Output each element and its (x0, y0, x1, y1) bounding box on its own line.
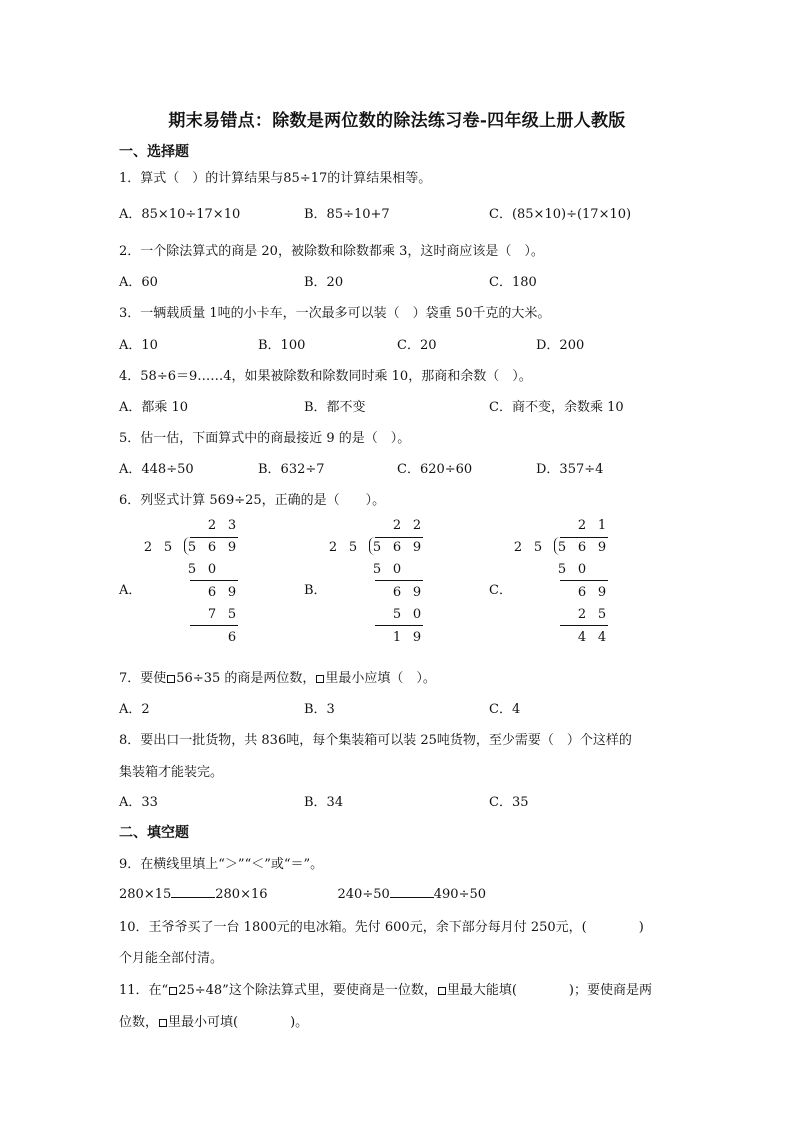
q3-option-a[interactable]: A．10 (119, 338, 158, 353)
question-2: 2．一个除法算式的商是 20，被除数和除数都乘 3，这时商应该是（ ）。 (119, 244, 544, 259)
remainder-digit: 4 (597, 630, 607, 645)
q3-option-b[interactable]: B．100 (258, 338, 306, 353)
q3-option-c[interactable]: C．20 (397, 338, 437, 353)
q9-expr-2-right: 490÷50 (433, 887, 486, 902)
q4-option-b[interactable]: B．都不变 (304, 400, 366, 415)
q8-option-c[interactable]: C．35 (489, 795, 529, 810)
section-heading-choice: 一、选择题 (119, 144, 189, 160)
q6-option-c[interactable]: C． (489, 583, 512, 598)
q9-blank-1[interactable] (171, 885, 215, 898)
question-3: 3．一辆载质量 1吨的小卡车，一次最多可以装（ ）袋重 50千克的大米。 (119, 306, 551, 321)
q6-option-a[interactable]: A． (119, 583, 142, 598)
subtract-digit: 5 (372, 562, 382, 577)
quotient-digit: 3 (227, 518, 237, 533)
divisor-digit: 5 (533, 540, 543, 555)
q7-option-a[interactable]: A．2 (119, 702, 150, 717)
q3-option-d[interactable]: D．200 (536, 338, 585, 353)
q9-expr-1-left: 280×15 (119, 887, 172, 902)
q5-option-d[interactable]: D．357÷4 (536, 462, 604, 477)
long-division-c (510, 518, 620, 648)
blank-square-icon (167, 675, 175, 683)
dividend-digit: 9 (227, 540, 237, 555)
quotient-digit: 2 (207, 518, 217, 533)
q9-blank-2[interactable] (390, 885, 434, 898)
q2-option-b[interactable]: B．20 (304, 275, 344, 290)
question-4: 4．58÷6＝9……4，如果被除数和除数同时乘 10，那商和余数（ ）。 (119, 369, 532, 384)
subtract-digit: 0 (392, 562, 402, 577)
q2-option-c[interactable]: C．180 (489, 275, 537, 290)
q5-option-b[interactable]: B．632÷7 (258, 462, 325, 477)
remainder-digit: 6 (392, 585, 402, 600)
long-division-b (325, 518, 435, 648)
divisor-digit: 5 (348, 540, 358, 555)
dividend-digit: 5 (187, 540, 197, 555)
section-heading-fill: 二、填空题 (119, 825, 189, 841)
divisor-digit: 2 (328, 540, 338, 555)
remainder-digit: 6 (207, 585, 217, 600)
divisor-digit: 2 (513, 540, 523, 555)
dividend-digit: 9 (412, 540, 422, 555)
subtract-digit: 5 (187, 562, 197, 577)
question-11-line-1: 11．在“ 25÷48”这个除法算式里，要使商是一位数， 里最大能填( )；要使商是两 (119, 983, 652, 998)
subtract-digit: 0 (577, 562, 587, 577)
remainder-digit: 9 (412, 630, 422, 645)
subtract-digit: 0 (207, 562, 217, 577)
q8-option-a[interactable]: A．33 (119, 795, 158, 810)
remainder-digit: 9 (412, 585, 422, 600)
blank-square-icon (438, 987, 446, 995)
q6-option-b[interactable]: B． (304, 583, 327, 598)
remainder-digit: 9 (227, 585, 237, 600)
dividend-digit: 5 (557, 540, 567, 555)
q1-option-c[interactable]: C．(85×10)÷(17×10) (489, 207, 632, 222)
dividend-digit: 6 (392, 540, 402, 555)
subtract-digit: 0 (412, 607, 422, 622)
dividend-digit: 6 (207, 540, 217, 555)
q5-option-a[interactable]: A．448÷50 (119, 462, 194, 477)
quotient-digit: 2 (577, 518, 587, 533)
question-1: 1．算式（ ）的计算结果与85÷17的计算结果相等。 (119, 171, 432, 186)
subtract-digit: 5 (597, 607, 607, 622)
q8-option-b[interactable]: B．34 (304, 795, 344, 810)
dividend-digit: 5 (372, 540, 382, 555)
quotient-digit: 1 (597, 518, 607, 533)
remainder-digit: 1 (392, 630, 402, 645)
divisor-digit: 2 (143, 540, 153, 555)
page-title: 期末易错点：除数是两位数的除法练习卷-四年级上册人教版 (168, 111, 626, 131)
question-10-line-2: 个月能全部付清。 (119, 951, 224, 966)
remainder-digit: 6 (227, 630, 237, 645)
remainder-digit: 6 (577, 585, 587, 600)
blank-square-icon (169, 987, 177, 995)
q9-expr-2-left: 240÷50 (337, 887, 390, 902)
blank-square-icon (316, 675, 324, 683)
q1-option-a[interactable]: A．85×10÷17×10 (119, 207, 241, 222)
quotient-digit: 2 (412, 518, 422, 533)
q7-option-b[interactable]: B．3 (304, 702, 335, 717)
q9-comparisons (119, 885, 486, 902)
quotient-digit: 2 (392, 518, 402, 533)
long-division-a (140, 518, 250, 648)
remainder-digit: 4 (577, 630, 587, 645)
question-8-line-1: 8．要出口一批货物，共 836吨，每个集装箱可以装 25吨货物，至少需要（ ）个这样的 (119, 733, 632, 748)
subtract-digit: 5 (557, 562, 567, 577)
q4-option-a[interactable]: A．都乘 10 (119, 400, 189, 415)
remainder-digit: 9 (597, 585, 607, 600)
question-8-line-2: 集装箱才能装完。 (119, 765, 224, 780)
subtract-digit: 5 (392, 607, 402, 622)
subtract-digit: 7 (207, 607, 217, 622)
question-7: 7．要使 56÷35 的商是两位数， 里最小应填（ ）。 (119, 671, 436, 686)
dividend-digit: 6 (577, 540, 587, 555)
blank-square-icon (159, 1019, 167, 1027)
q1-option-b[interactable]: B．85÷10+7 (304, 207, 390, 222)
question-6: 6．列竖式计算 569÷25，正确的是（ ）。 (119, 493, 386, 508)
subtract-digit: 2 (577, 607, 587, 622)
question-10-line-1: 10．王爷爷买了一台 1800元的电冰箱。先付 600元，余下部分每月付 250元，( ) (119, 920, 644, 935)
subtract-digit: 5 (227, 607, 237, 622)
question-11-line-2: 位数， 里最小可填( )。 (119, 1015, 309, 1030)
q9-expr-1-right: 280×16 (215, 887, 268, 902)
question-9: 9．在横线里填上“＞”“＜”或“＝”。 (119, 857, 324, 872)
dividend-digit: 9 (597, 540, 607, 555)
q5-option-c[interactable]: C．620÷60 (397, 462, 473, 477)
q2-option-a[interactable]: A．60 (119, 275, 158, 290)
divisor-digit: 5 (163, 540, 173, 555)
q4-option-c[interactable]: C．商不变，余数乘 10 (489, 400, 624, 415)
q7-option-c[interactable]: C．4 (489, 702, 521, 717)
question-5: 5．估一估，下面算式中的商最接近 9 的是（ ）。 (119, 431, 411, 446)
